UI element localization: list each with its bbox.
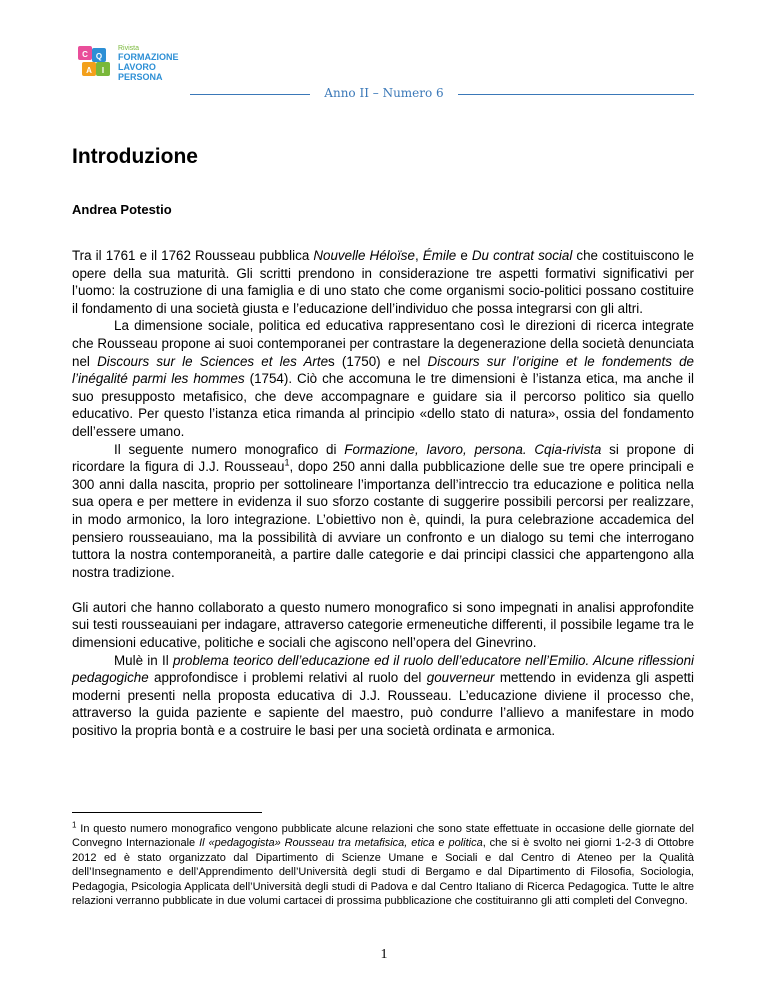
text-span: che costituiscono le opere della sua maturità. Gli scritti prendono in considerazione tre aspetti formativi significativi per l’uomo: la costruzione di una famiglia e di uno stato che come organismi socio-politici possano costituire il fondamento di una società giusta e l’educazione dell’individuo che possa integrarsi con gli altri. (72, 248, 694, 316)
text-span: e (456, 248, 472, 263)
svg-text:Q: Q (95, 52, 103, 61)
italic-span: Nouvelle Héloïse (313, 248, 415, 263)
italic-span: Discours sur l’origine et le fondements de l’inégalité parmi les hommes (72, 353, 694, 387)
italic-span: gouverneur (426, 670, 495, 686)
svg-text:A: A (86, 66, 92, 75)
text-span: In questo numero monografico vengono pubblicate alcune relazioni che sono state effettuate in occasione delle giornate del Convegno Internazionale (72, 823, 694, 850)
journal-logo (70, 40, 190, 92)
article-title: Introduzione (72, 145, 198, 168)
article-author: Andrea Potestio (72, 202, 172, 217)
text-span: mettendo in evidenza gli aspetti moderni presenti nella proposta educativa di J.J. Rousseau. L’educazione diviene il processo che, attraverso la guida paziente e sapiente del maestro, può condurre l’allievo a manifestare in modo positivo la propria bontà e a costruire le basi per una società ordinata e armonica. (72, 670, 694, 739)
svg-text:FORMAZIONE: FORMAZIONE (118, 52, 179, 62)
italic-span: Discours sur le Sciences et les Arte (97, 353, 329, 369)
text-span: , (414, 248, 423, 263)
paragraph (72, 317, 694, 440)
italic-span: Il «pedagogista» Rousseau tra metafisica, etica e politica (199, 837, 483, 850)
issue-label: Anno II – Numero 6 (324, 86, 444, 100)
svg-text:I: I (101, 66, 105, 75)
footnote-mark: 1 (72, 820, 77, 830)
footnote-ref: 1 (284, 457, 290, 468)
page-number: 1 (380, 947, 388, 962)
text-span: Mulè in Il (114, 652, 173, 668)
header-rule-right (458, 94, 694, 95)
text-span: s (1750) e nel (328, 353, 428, 369)
article-body (72, 247, 694, 740)
text-span: , che si è svolto nei giorni 1-2-3 di Ottobre 2012 ed è stato organizzato dal Dipartimento di Scienze Umane e Sociali e dal Centro di Ateneo per la Qualità dell’Insegnamento e dell’Apprendimento dell’Università degli studi di Bergamo e dal Dipartimento di Filosofia, Sociologia, Pedagogia, Psicologia Applicata dell’Università degli studi di Padova e dal Centro Italiano di Ricerca Pedagogica. Tutte le altre relazioni verranno pubblicate in due volumi cartacei di prossima pubblicazione che costituiranno gli atti completi del Convegno. (72, 837, 695, 908)
issue-header (0, 86, 768, 106)
svg-text:C: C (82, 50, 88, 59)
svg-text:Rivista: Rivista (118, 45, 140, 52)
paragraph (72, 599, 694, 652)
text-span: si propone di ricordare la figura di J.J. Rousseau (72, 441, 694, 475)
header-rule-left (190, 94, 310, 95)
footnote (72, 822, 694, 908)
text-span: Il seguente numero monografico di (114, 441, 345, 457)
text-span: Tra il 1761 e il 1762 Rousseau pubblica (72, 248, 314, 263)
text-span: approfondisce i problemi relativi al ruolo del (148, 670, 427, 686)
svg-text:PERSONA: PERSONA (118, 72, 163, 82)
text-span: Gli autori che hanno collaborato a questo numero monografico si sono impegnati in analisi approfondite sui testi rousseauiani per indagare, attraverso categorie ermeneutiche differenti, il possibile legame tra le dimensioni educative, politiche e sociali che agiscono nell’opera del Ginevrino. (72, 599, 694, 651)
italic-span: Formazione, lavoro, persona. Cqia-rivista (344, 441, 602, 457)
paragraph (72, 441, 694, 582)
svg-text:LAVORO: LAVORO (118, 62, 156, 72)
text-span: La dimensione sociale, politica ed educativa rappresentano così le direzioni di ricerca integrate che Rousseau propone ai suoi contemporanei per contrastare la degenerazione della società denunciata nel (72, 318, 694, 369)
paragraph (72, 652, 694, 740)
italic-span: problema teorico dell’educazione ed il ruolo dell’educatore nell’Emilio. Alcune riflessioni pedagogiche (72, 652, 694, 686)
italic-span: Du contrat social (471, 248, 573, 263)
footnote-rule (72, 812, 262, 813)
paragraph (72, 247, 694, 317)
text-span: (1754). Ciò che accomuna le tre dimensioni è l’istanza etica, ma anche il suo presupposto metafisico, che deve accompagnare e guidare sia il percorso politico sia quello educativo. Per questo l’istanza etica rimanda al principio «dello stato di natura», ossia del fondamento dell’essere umano. (72, 371, 694, 439)
text-span: , dopo 250 anni dalla pubblicazione delle sue tre opere principali e 300 anni dalla nascita, proprio per sottolineare l’importanza dell’intreccio tra educazione e politica nella sua opera e per mettere in evidenza il suo sforzo costante di suggerire possibili percorsi per realizzare, in modo armonico, la loro integrazione. L’obiettivo non è, quindi, la pura celebrazione accademica del pensiero rousseauiano, ma la possibilità di avviare un confronto e un dialogo su temi che interrogano tuttora la nostra contemporaneità, a partire dalle categorie e dai principi classici che appartengono alla nostra tradizione. (72, 459, 694, 580)
italic-span: Émile (422, 248, 457, 263)
